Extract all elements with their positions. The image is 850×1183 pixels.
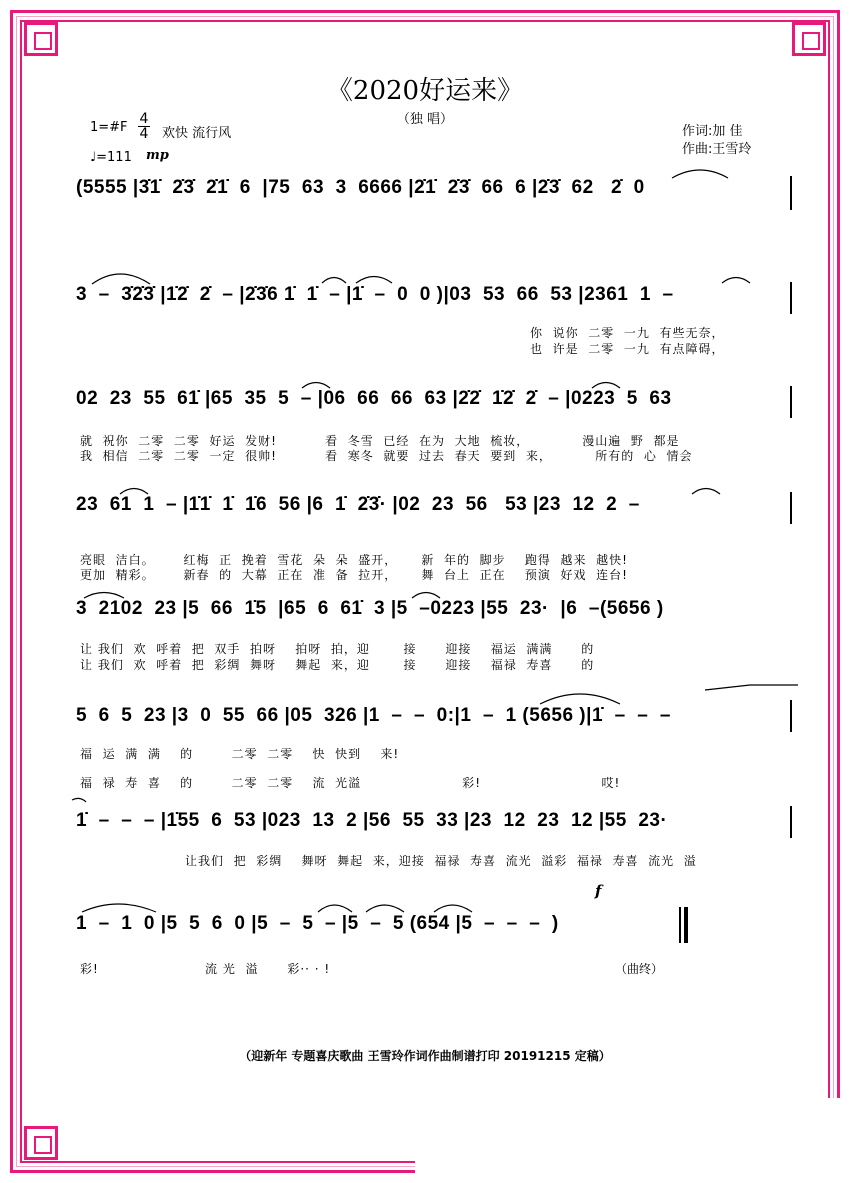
slur-arc <box>412 593 440 599</box>
score-line-1: (5555 |3̇1̇ 2̇3̇ 2̇1̇ 6 |75 63 3 6666 |2̇1̇ 2̇3̇ 66 6 |2̇3̇ 62 2̇ 0 <box>76 177 645 198</box>
meter-top: 4 <box>139 111 149 127</box>
slur-arc <box>672 170 728 178</box>
lyric-line-3b: 我 相信 二零 二零 一定 很帅! 看 寒冬 就要 过去 春天 要到 来， 所有的 心 情会 <box>80 449 693 463</box>
slur-arc <box>434 905 472 912</box>
lyric-line-3a: 就 祝你 二零 二零 好运 发财! 看 冬雪 已经 在为 大地 梳妆， 漫山遍 野 都是 <box>80 434 680 448</box>
slur-arc <box>705 685 798 690</box>
lyric-line-6b: 福 禄 寿 喜 的 二零 二零 流 光溢 彩! 哎! <box>80 776 621 790</box>
score-line-3: 02 23 55 61̇ |65 35 5 – |06 66 66 63 |2̇2̇ 1̇2̇ 2̇ – |0223 5 63 <box>76 388 672 409</box>
slur-arc <box>302 383 330 389</box>
score-line-7: 1̇ – – – |1̇55 6 53 |023 13 2 |56 55 33 |23 12 23 12 |55 23· <box>76 810 674 831</box>
tempo-marking: ♩=111 <box>90 150 132 165</box>
slur-arc <box>592 383 620 389</box>
slur-arc <box>82 904 156 912</box>
slur-arc <box>540 694 620 704</box>
lyric-line-4b: 更加 精彩。 新春 的 大幕 正在 准 备 拉开， 舞 台上 正在 预演 好戏 连台! <box>80 568 628 582</box>
dynamic-f: f <box>595 882 602 900</box>
slur-arc <box>722 278 750 284</box>
key-signature: 1=#F <box>90 120 128 135</box>
lyric-line-6a: 福 运 满 满 的 二零 二零 快 快到 来! <box>80 747 400 761</box>
slur-arc <box>356 277 392 284</box>
slur-arc <box>84 593 124 599</box>
score-line-6: 5 6 5 23 |3 0 55 66 |05 326 |1 – – 0:|1 – 1 (5656 )|1̇ – – – <box>76 705 671 726</box>
slur-arc <box>92 274 150 284</box>
lyric-line-8b: 流 光 溢 彩·· · ! <box>205 962 331 976</box>
score-line-5: 3 2102 23 |5 66 1̇5 |65 6 61̇ 3 |5 –0223 |55 23· |6 –(5656 ) <box>76 598 664 619</box>
lyric-line-2b: 也 许是 二零 一九 有点障碍， <box>530 342 725 356</box>
lyric-line-7: 让我们 把 彩绸 舞呀 舞起 来，迎接 福禄 寿喜 流光 溢彩 福禄 寿喜 流光 溢 <box>185 854 697 868</box>
lyric-line-5a: 让 我们 欢 呼着 把 双手 拍呀 拍呀 拍，迎 接 迎接 福运 满满 的 <box>80 642 595 656</box>
footer-note: （迎新年 专题喜庆歌曲 王雪玲作词作曲制谱打印 20191215 定稿） <box>239 1049 611 1063</box>
slur-arc <box>322 278 346 284</box>
composer-credit: 作曲:王雪玲 <box>682 142 752 157</box>
end-marking: （曲终） <box>615 962 664 976</box>
slur-arc <box>120 489 148 495</box>
slur-arc <box>318 905 352 912</box>
score-line-4: 23 61 1 – |1̇1̇ 1̇ 1̇6 56 |6 1̇ 2̇3̇· |02 23 56 53 |23 12 2 – <box>76 494 640 515</box>
slur-arc <box>366 905 404 912</box>
performance-type: （独 唱） <box>396 112 454 127</box>
lyric-line-8a: 彩! <box>80 962 99 976</box>
meter-bottom: 4 <box>139 126 149 142</box>
lyric-line-2a: 你 说你 二零 一九 有些无奈， <box>530 326 725 340</box>
slur-arc <box>692 489 720 495</box>
slur-arc <box>72 798 86 802</box>
song-title: 《2020好运来》 <box>326 76 524 106</box>
lyric-line-5b: 让 我们 欢 呼着 把 彩绸 舞呀 舞起 来，迎 接 迎接 福禄 寿喜 的 <box>80 658 595 672</box>
dynamic-mp: mp <box>146 148 169 163</box>
style-marking: 欢快 流行风 <box>162 126 232 141</box>
lyric-line-4a: 亮眼 洁白。 红梅 正 挽着 雪花 朵 朵 盛开， 新 年的 脚步 跑得 越来 越快! <box>80 553 628 567</box>
score-line-8: 1 – 1 0 |5 5 6 0 |5 – 5 – |5 – 5 (654 |5 – – – ) <box>76 913 559 934</box>
score-line-2: 3 – 3̇2̇3̇ |1̇2̇ 2̇ – |2̇3̇6 1̇ 1̇ – |1̇ – 0 0 )|03 53 66 53 |2361 1 – <box>76 284 674 305</box>
lyricist-credit: 作词:加 佳 <box>682 124 743 139</box>
